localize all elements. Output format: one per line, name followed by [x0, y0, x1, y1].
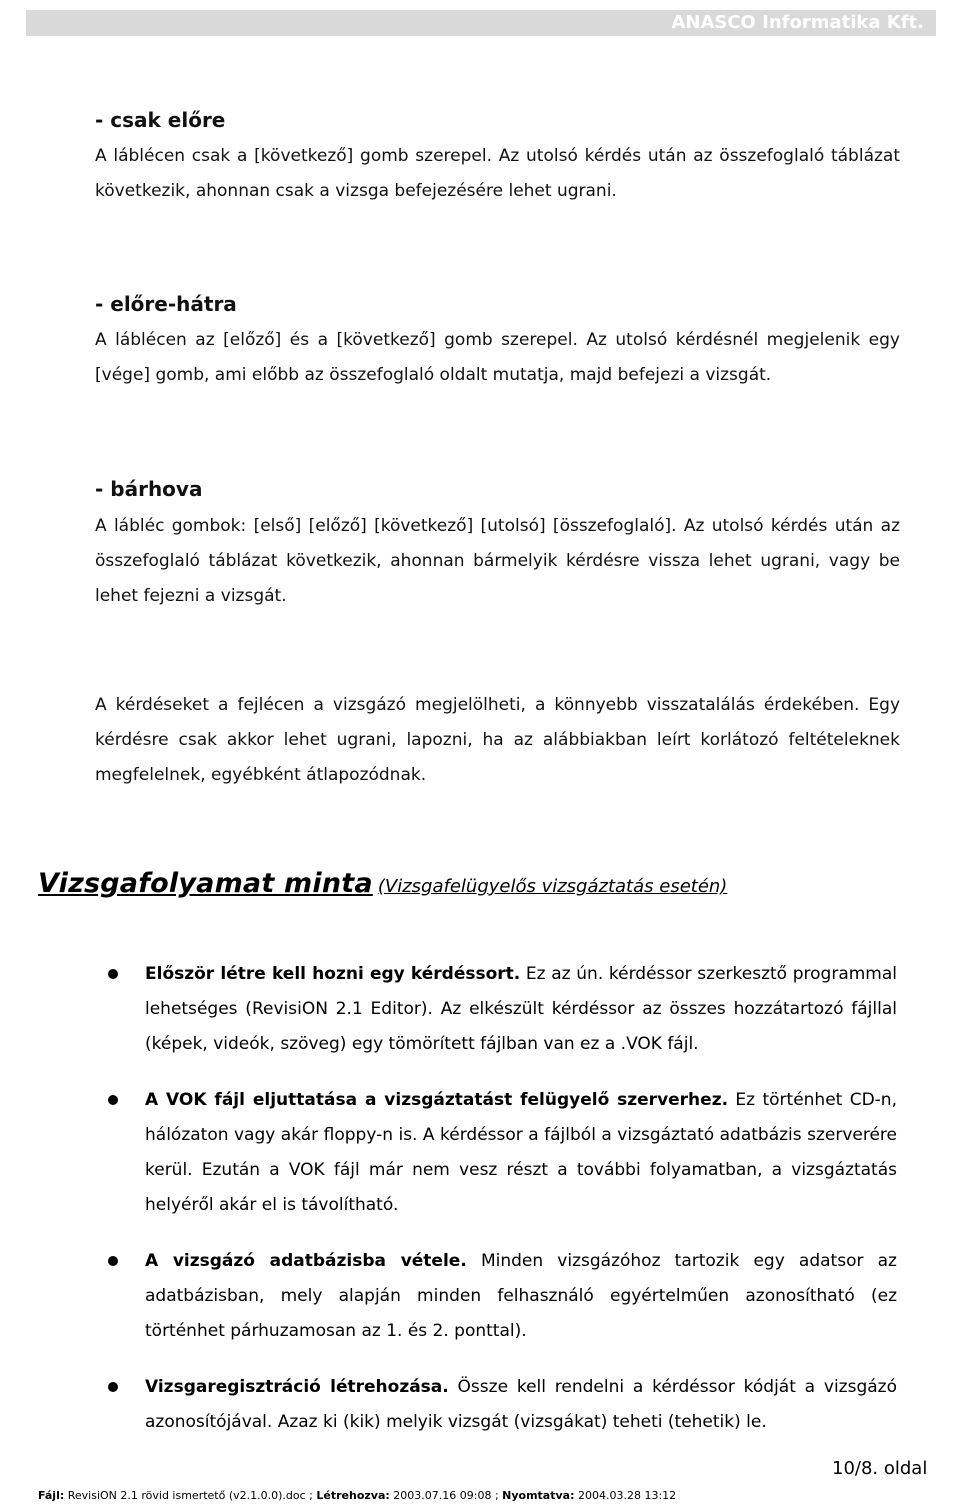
section-barhova: [95, 474, 900, 614]
footer-file-value: RevisiON 2.1 rövid ismertető (v2.1.0.0).doc ;: [64, 1489, 317, 1502]
footer-file-label: Fájl:: [38, 1489, 65, 1502]
item-bold: Először létre kell hozni egy kérdéssort.: [145, 964, 521, 984]
item-bold: A vizsgázó adatbázisba vétele.: [145, 1251, 467, 1271]
list-item: [145, 1370, 897, 1440]
section-text: A láblécen csak a [következő] gomb szerepel. Az utolsó kérdés után az összefoglaló táblázat következik, ahonnan csak a vizsga befejezésére lehet ugrani.: [95, 146, 900, 201]
header-band: [26, 10, 936, 36]
section-text: A láblécen az [előző] és a [következő] gomb szerepel. Az utolsó kérdésnél megjelenik egy [vége] gomb, ami előbb az összefoglaló oldalt mutatja, majd befejezi a vizsgát.: [95, 330, 900, 385]
section-title: - bárhova: [95, 477, 203, 501]
item-text: Minden vizsgázóhoz tartozik egy adatsor az adatbázisban, mely alapján minden felhasználó egyértelműen azonosítható (ez történhet párhuzamosan az 1. és 2. ponttal).: [145, 1251, 897, 1341]
bullet-icon: [108, 1095, 118, 1105]
bullet-icon: [108, 1256, 118, 1266]
list-item: [145, 1083, 897, 1223]
company-name: ANASCO Informatika Kft.: [671, 12, 924, 33]
section-heading: [38, 868, 727, 899]
bullet-icon: [108, 1382, 118, 1392]
section-text: A lábléc gombok: [első] [előző] [következő] [utolsó] [összefoglaló]. Az utolsó kérdés után az összefoglaló táblázat következik, ahonnan bármelyik kérdésre vissza lehet ugrani, vagy be lehet fejezni a vizsgát.: [95, 516, 900, 606]
marking-paragraph: [95, 688, 900, 793]
footer-created-value: 2003.07.16 09:08 ;: [389, 1489, 503, 1502]
item-bold: Vizsgaregisztráció létrehozása.: [145, 1377, 449, 1397]
heading-sub: (Vizsgafelügyelős vizsgáztatás esetén): [377, 876, 728, 897]
page-number: 10/8. oldal: [832, 1458, 928, 1479]
item-text: Össze kell rendelni a kérdéssor kódját a vizsgázó azonosítójával. Azaz ki (kik) melyik vizsgát (vizsgákat) teheti (tehetik) le.: [145, 1377, 897, 1432]
paragraph-text: A kérdéseket a fejlécen a vizsgázó megjelölheti, a könnyebb visszatalálás érdekében. Egy kérdésre csak akkor lehet ugrani, lapozni, ha az alábbiakban leírt korlátozó feltételeknek megfelelnek, egyébként átlapozódnak.: [95, 695, 900, 785]
footer-created-label: Létrehozva:: [316, 1489, 390, 1502]
bullet-icon: [108, 969, 118, 979]
section-csak-elore: [95, 105, 900, 209]
footer-printed-value: 2004.03.28 13:12: [574, 1489, 677, 1502]
heading-main: Vizsgafolyamat minta: [38, 868, 373, 899]
footer: [38, 1489, 676, 1502]
item-text: Ez történhet CD-n, hálózaton vagy akár floppy-n is. A kérdéssor a fájlból a vizsgáztató adatbázis szerverére kerül. Ezután a VOK fájl már nem vesz részt a további folyamatban, a vizsgáztatás helyéről akár el is távolítható.: [145, 1090, 897, 1215]
list-item: [145, 1244, 897, 1349]
list-item: [145, 957, 897, 1062]
item-bold: A VOK fájl eljuttatása a vizsgáztatást felügyelő szerverhez.: [145, 1090, 729, 1110]
footer-printed-label: Nyomtatva:: [502, 1489, 575, 1502]
section-title: - csak előre: [95, 108, 226, 132]
section-title: - előre-hátra: [95, 292, 237, 316]
section-elore-hatra: [95, 289, 900, 393]
item-text: Ez az ún. kérdéssor szerkesztő programmal lehetséges (RevisiON 2.1 Editor). Az elkészült kérdéssor az összes hozzátartozó fájllal (képek, videók, szöveg) egy tömörített fájlban van ez a .VOK fájl.: [145, 964, 897, 1054]
